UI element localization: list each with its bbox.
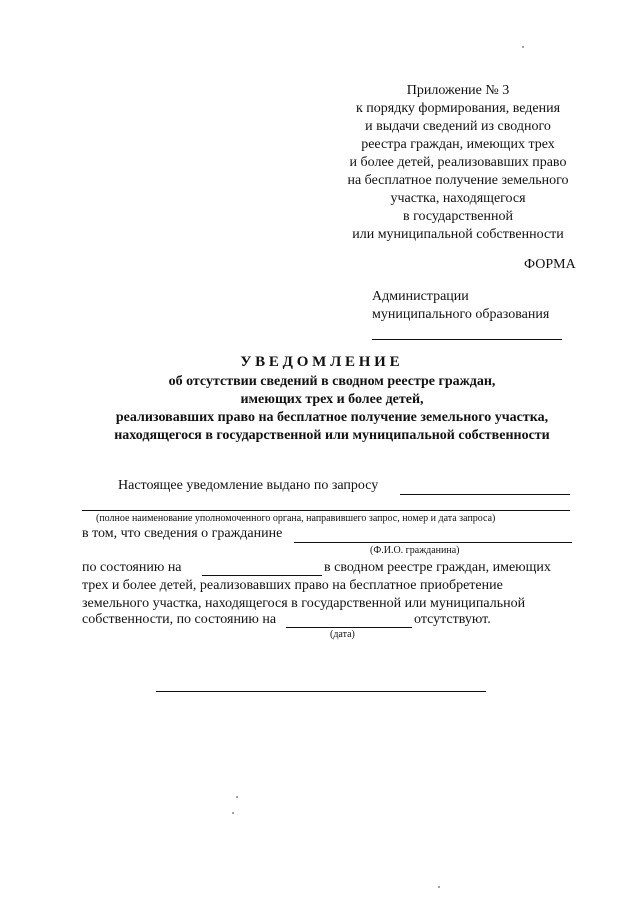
appendix-title: Приложение № 3: [406, 83, 510, 98]
state-suffix: в сводном реестре граждан, имеющих: [324, 560, 551, 575]
appendix-line: или муниципальной собственности: [352, 227, 564, 242]
request-caption: (полное наименование уполномоченного органа, направившего запрос, номер и дата запроса): [96, 513, 496, 524]
appendix-line: и более детей, реализовавших право: [349, 155, 567, 170]
state-prefix: по состоянию на: [82, 560, 182, 575]
title-subline-1: об отсутствии сведений в сводном реестре граждан,: [168, 374, 496, 389]
document-heading: У В Е Д О М Л Е Н И Е: [240, 354, 400, 370]
scan-speck: [232, 812, 234, 814]
appendix-line: в государственной: [403, 209, 513, 224]
citizen-field-line: [294, 542, 572, 543]
form-label: ФОРМА: [524, 257, 576, 272]
request-field-line: [400, 494, 570, 495]
addressee-line1: Администрации: [372, 289, 469, 304]
date-field-line: [286, 627, 412, 628]
scan-speck: [522, 46, 524, 48]
title-subline-2: имеющих трех и более детей,: [240, 392, 424, 407]
title-subline-3: реализовавших право на бесплатное получение земельного участка,: [115, 410, 549, 425]
request-full-line: [82, 510, 570, 511]
scan-speck: [236, 796, 238, 798]
citizen-text: в том, что сведения о гражданине: [82, 526, 283, 541]
appendix-line: и выдачи сведений из сводного: [365, 119, 551, 134]
body-line-4-prefix: собственности, по состоянию на: [82, 612, 277, 627]
appendix-line: реестра граждан, имеющих трех: [361, 137, 555, 152]
scan-speck: [438, 886, 440, 888]
citizen-caption: (Ф.И.О. гражданина): [370, 545, 460, 556]
body-line-2: трех и более детей, реализовавших право на бесплатное приобретение: [82, 578, 503, 593]
addressee-line2: муниципального образования: [372, 307, 550, 322]
state-date-line: [202, 575, 322, 576]
body-line-3: земельного участка, находящегося в государственной или муниципальной: [82, 596, 526, 611]
appendix-line: к порядку формирования, ведения: [355, 101, 561, 116]
title-subline-4: находящегося в государственной или муниципальной собственности: [114, 428, 550, 443]
date-caption: (дата): [330, 629, 355, 640]
addressee-underline: [372, 339, 562, 340]
body-line-4-suffix: отсутствуют.: [414, 612, 491, 627]
signature-line: [156, 691, 486, 692]
issued-text: Настоящее уведомление выдано по запросу: [118, 478, 379, 493]
appendix-line: на бесплатное получение земельного: [347, 173, 569, 188]
appendix-line: участка, находящегося: [390, 191, 526, 206]
